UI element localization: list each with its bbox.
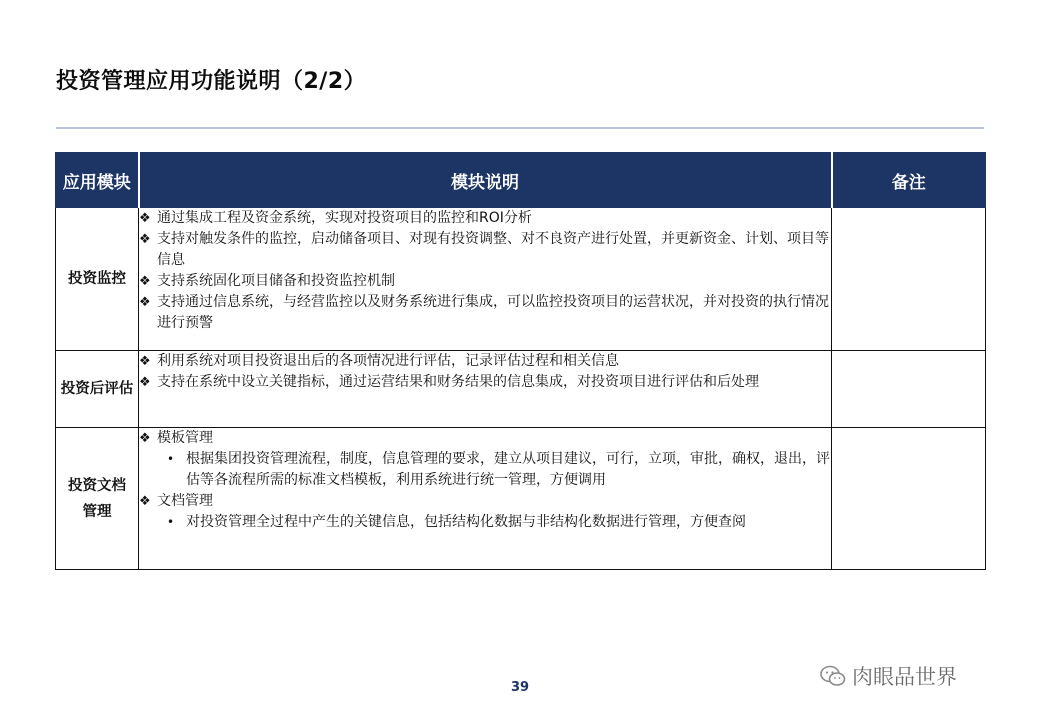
header-module: 应用模块 [56, 153, 139, 208]
list-item: ❖ 支持在系统中设立关键指标，通过运营结果和财务结果的信息集成，对投资项目进行评估和后处理 [139, 372, 831, 393]
diamond-bullet-icon: ❖ [139, 232, 151, 247]
module-name: 投资监控 [68, 271, 126, 287]
header-notes: 备注 [832, 153, 986, 208]
list-item: ❖ 文档管理 [139, 491, 831, 512]
module-cell [56, 351, 139, 428]
list-item: ❖ 支持系统固化项目储备和投资监控机制 [139, 271, 831, 292]
list-item: ❖ 模板管理 [139, 428, 831, 449]
diamond-bullet-icon: ❖ [139, 274, 151, 289]
module-name: 管理 [82, 503, 112, 520]
diamond-bullet-icon: ❖ [139, 431, 151, 446]
module-name: 投资文档 [68, 477, 126, 494]
note-cell [832, 428, 986, 570]
module-cell [56, 428, 139, 570]
dot-bullet-icon: • [167, 515, 175, 529]
page-title: 投资管理应用功能说明（2/2） [56, 69, 367, 94]
list-item: ❖ 通过集成工程及资金系统，实现对投资项目的监控和ROI分析 [139, 208, 831, 229]
diamond-bullet-icon: ❖ [139, 375, 151, 390]
table-row [56, 351, 986, 428]
diamond-bullet-icon: ❖ [139, 295, 151, 310]
note-cell [832, 208, 986, 351]
table-header-row [56, 153, 986, 208]
dot-bullet-icon: • [167, 452, 175, 466]
description-cell [139, 428, 832, 570]
watermark [820, 661, 957, 691]
diamond-bullet-icon: ❖ [139, 494, 151, 509]
table-row [56, 428, 986, 570]
diamond-bullet-icon: ❖ [139, 211, 151, 226]
title-divider [56, 127, 984, 129]
list-item: ❖ 利用系统对项目投资退出后的各项情况进行评估，记录评估过程和相关信息 [139, 351, 831, 372]
description-cell [139, 351, 832, 428]
list-item: ❖ 支持对触发条件的监控，启动储备项目、对现有投资调整、对不良资产进行处置，并更新资金、计划、项目等信息 [139, 229, 831, 271]
module-name: 投资后评估 [60, 381, 134, 397]
description-cell [139, 208, 832, 351]
sub-list-item: • 对投资管理全过程中产生的关键信息，包括结构化数据与非结构化数据进行管理，方便查阅 [139, 512, 831, 533]
header-description: 模块说明 [139, 153, 832, 208]
diamond-bullet-icon: ❖ [139, 354, 151, 369]
function-table [55, 152, 986, 570]
wechat-icon [820, 665, 846, 687]
note-cell [832, 351, 986, 428]
list-item: ❖ 支持通过信息系统，与经营监控以及财务系统进行集成，可以监控投资项目的运营状况，并对投资的执行情况进行预警 [139, 292, 831, 334]
table-row [56, 208, 986, 351]
page-number: 39 [510, 680, 530, 695]
sub-list-item: • 根据集团投资管理流程，制度，信息管理的要求，建立从项目建议，可行，立项，审批，确权，退出，评估等各流程所需的标准文档模板，利用系统进行统一管理，方便调用 [139, 449, 831, 491]
module-cell [56, 208, 139, 351]
watermark-text: 肉眼品世界 [852, 665, 957, 689]
